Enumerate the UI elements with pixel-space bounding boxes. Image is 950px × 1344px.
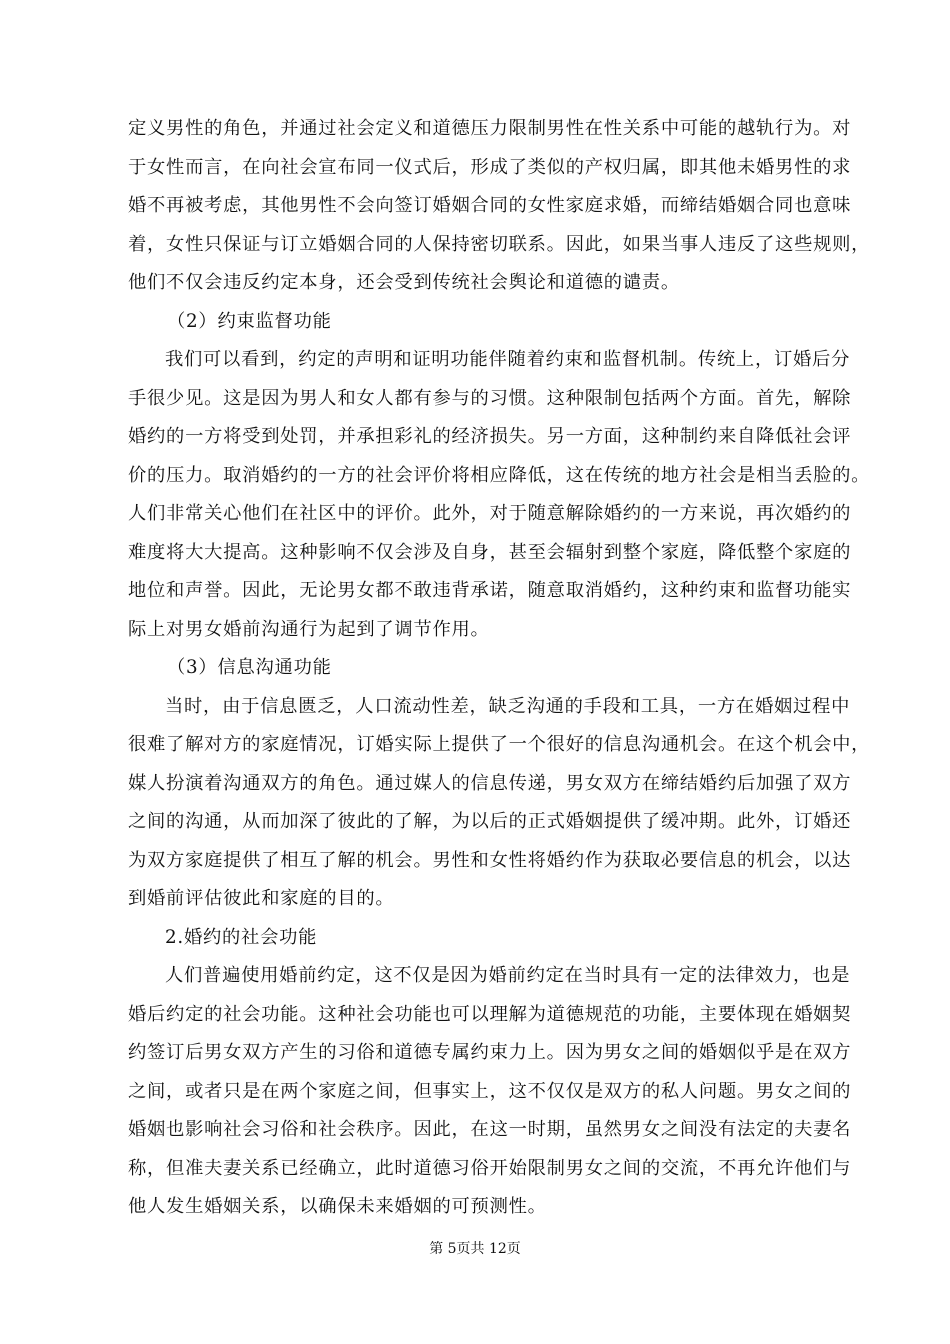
document-page [128,110,871,1227]
text-line: 人们非常关心他们在社区中的评价。此外，对于随意解除婚约的一方来说，再次婚约的 [128,503,852,524]
text-line: 当时，由于信息匮乏，人口流动性差，缺乏沟通的手段和工具，一方在婚姻过程中 [165,695,851,717]
text-line: 价的压力。取消婚约的一方的社会评价将相应降低，这在传统的地方社会是相当丢脸的。 [128,464,871,486]
text-line: 他人发生婚姻关系，以确保未来婚姻的可预测性。 [128,1196,547,1217]
paragraph [128,341,871,649]
text-line: 于女性而言，在向社会宣布同一仪式后，形成了类似的产权归属，即其他未婚男性的求 [128,156,852,178]
text-line: 婚姻也影响社会习俗和社会秩序。因此，在这一时期，虽然男女之间没有法定的夫妻名 [128,1119,852,1140]
text-line: 人们普遍使用婚前约定，这不仅是因为婚前约定在当时具有一定的法律效力，也是 [165,965,851,986]
paragraph [128,957,852,1227]
text-line: 手很少见。这是因为男人和女人都有参与的习惯。这种限制包括两个方面。首先，解除 [128,387,852,409]
section-heading: 2.婚约的社会功能 [165,926,318,948]
text-line: 到婚前评估彼此和家庭的目的。 [128,888,395,909]
text-line: 称，但准夫妻关系已经确立，此时道德习俗开始限制男女之间的交流，不再允许他们与 [128,1157,852,1179]
text-line: 之间的沟通，从而加深了彼此的了解，为以后的正式婚姻提供了缓冲期。此外，订婚还 [128,811,852,832]
paragraph [128,110,871,303]
text-line: 约签订后男女双方产生的习俗和道德专属约束力上。因为男女之间的婚姻似乎是在双方 [128,1042,852,1063]
text-line: 我们可以看到，约定的声明和证明功能伴随着约束和监督机制。传统上，订婚后分 [165,349,851,370]
paragraph [128,688,871,919]
text-line: 婚约的一方将受到处罚，并承担彩礼的经济损失。另一方面，这种制约来自降低社会评 [128,426,852,447]
section-heading: （3）信息沟通功能 [167,657,332,678]
text-line: 婚不再被考虑，其他男性不会向签订婚姻合同的女性家庭求婚，而缔结婚姻合同也意味 [128,195,852,216]
text-line: 很难了解对方的家庭情况，订婚实际上提供了一个很好的信息沟通机会。在这个机会中， [128,734,871,755]
section-heading: （2）约束监督功能 [167,310,332,332]
text-line: 定义男性的角色，并通过社会定义和道德压力限制男性在性关系中可能的越轨行为。对 [128,118,852,139]
text-line: 之间，或者只是在两个家庭之间，但事实上，这不仅仅是双方的私人问题。男女之间的 [128,1080,852,1102]
page-footer: 第 5页共 12页 [429,1241,521,1257]
text-line: 媒人扮演着沟通双方的角色。通过媒人的信息传递，男女双方在缔结婚约后加强了双方 [128,772,852,794]
text-line: 难度将大大提高。这种影响不仅会涉及自身，甚至会辐射到整个家庭，降低整个家庭的 [128,541,852,563]
text-line: 际上对男女婚前沟通行为起到了调节作用。 [128,618,490,640]
text-line: 地位和声誉。因此，无论男女都不敢违背承诺，随意取消婚约，这种约束和监督功能实 [128,580,852,601]
text-line: 他们不仅会违反约定本身，还会受到传统社会舆论和道德的谴责。 [128,272,680,293]
text-line: 婚后约定的社会功能。这种社会功能也可以理解为道德规范的功能，主要体现在婚姻契 [128,1003,852,1025]
text-line: 着，女性只保证与订立婚姻合同的人保持密切联系。因此，如果当事人违反了这些规则， [128,233,871,255]
text-line: 为双方家庭提供了相互了解的机会。男性和女性将婚约作为获取必要信息的机会，以达 [128,849,852,871]
